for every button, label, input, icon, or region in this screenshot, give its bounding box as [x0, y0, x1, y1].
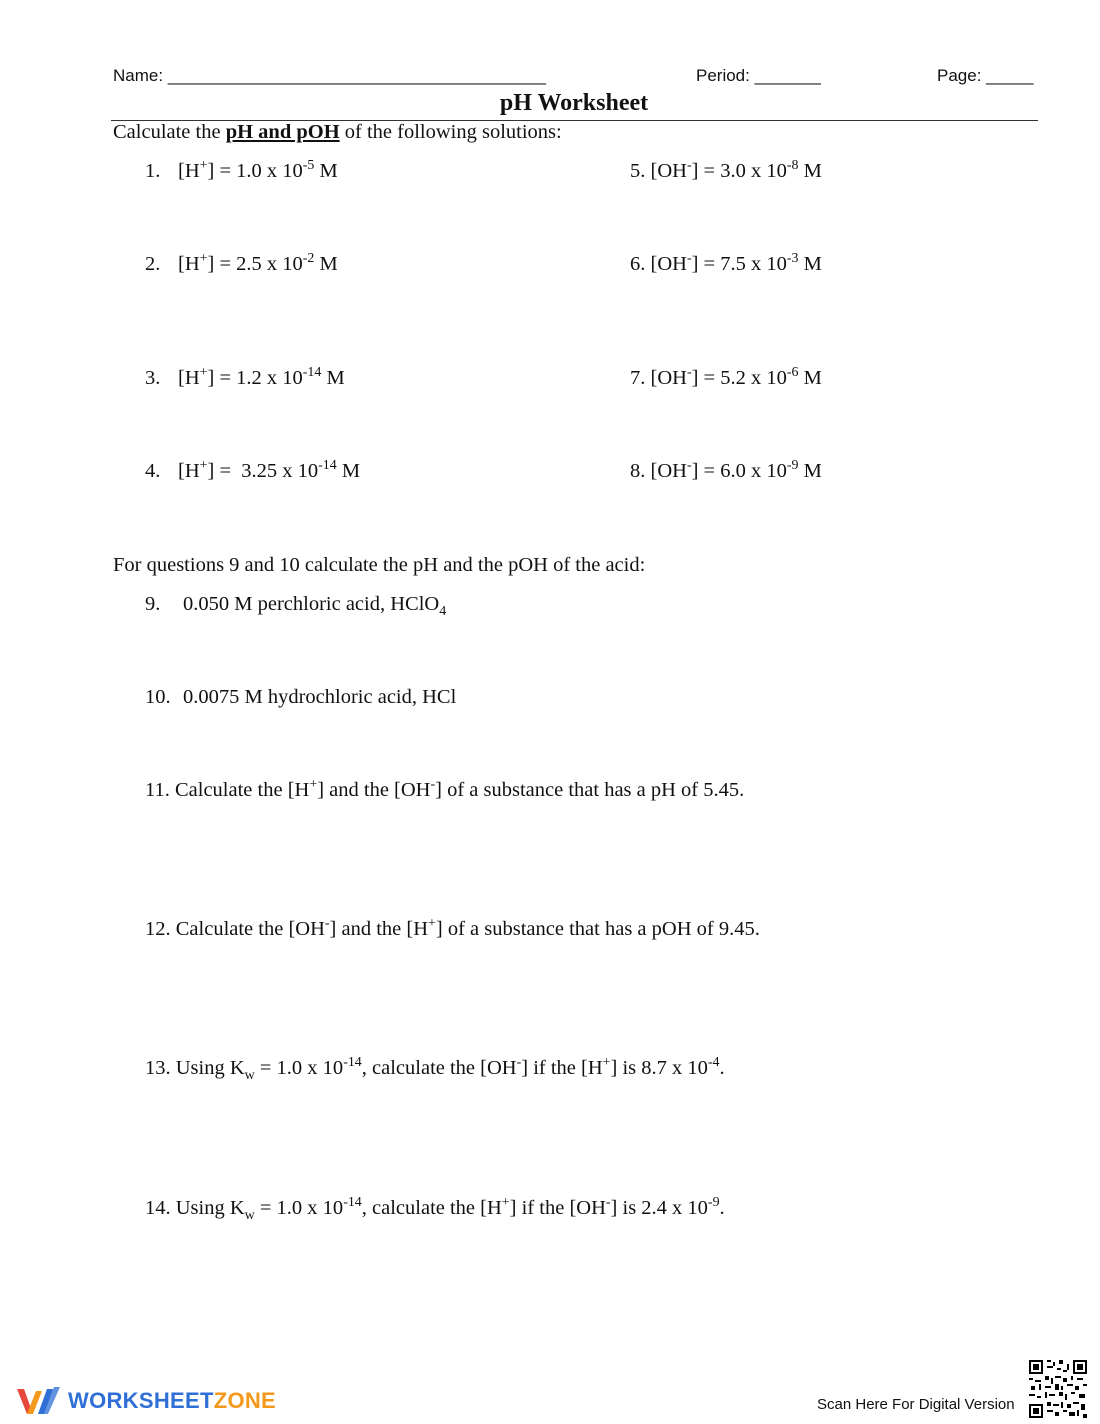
q-text: [H — [178, 253, 200, 275]
section1-intro — [113, 121, 562, 144]
question-number: 2. — [145, 253, 161, 275]
q-text: 14. Using K — [145, 1197, 245, 1219]
exponent: -5 — [302, 158, 315, 174]
unit: M — [798, 253, 822, 275]
question-number: 4. — [145, 460, 161, 482]
question-8 — [630, 460, 822, 483]
ion-charge: + — [199, 458, 208, 474]
name-blank: ________________________________________ — [167, 66, 546, 85]
q-text: 5. [OH — [630, 160, 687, 182]
ion-charge: + — [602, 1055, 611, 1071]
q-text: 6. [OH — [630, 253, 687, 275]
intro-text-before: Calculate the — [113, 121, 226, 143]
ion-charge: - — [605, 1195, 611, 1211]
q-text: 7. [OH — [630, 367, 687, 389]
exponent: -14 — [318, 458, 337, 474]
logo-w-icon — [14, 1383, 64, 1419]
question-6 — [630, 253, 822, 276]
q-text: ] = 7.5 x 10 — [691, 253, 787, 275]
q-text: ] = 1.2 x 10 — [207, 367, 303, 389]
unit: M — [798, 367, 822, 389]
q-text: = 1.0 x 10 — [254, 1057, 344, 1079]
subscript: w — [244, 1068, 255, 1084]
ion-charge: - — [516, 1055, 522, 1071]
q-text: ] = 2.5 x 10 — [207, 253, 303, 275]
q-text: 13. Using K — [145, 1057, 245, 1079]
subscript: 4 — [439, 604, 447, 620]
page-field — [937, 66, 1033, 86]
exponent: -2 — [302, 251, 315, 267]
exponent: -3 — [786, 251, 799, 267]
page-title: pH Worksheet — [499, 90, 649, 116]
question-14 — [145, 1195, 725, 1224]
ion-charge: + — [428, 916, 436, 932]
unit: M — [321, 367, 345, 389]
name-field — [113, 66, 546, 86]
q-text: 11. Calculate the [H — [145, 779, 310, 801]
period-label: Period: — [696, 66, 750, 85]
q-text: ] if the [OH — [509, 1197, 606, 1219]
q-text: ] = 3.25 x 10 — [207, 460, 319, 482]
logo-text-worksheet: WORKSHEET — [68, 1388, 214, 1413]
ion-charge: - — [430, 777, 436, 793]
q-text: ] = 5.2 x 10 — [691, 367, 787, 389]
page-blank: _____ — [986, 66, 1034, 85]
q-text: ] if the [H — [521, 1057, 603, 1079]
question-5 — [630, 160, 822, 183]
ion-charge: - — [686, 251, 692, 267]
exponent: -14 — [343, 1195, 362, 1211]
exponent: -9 — [786, 458, 799, 474]
q-text: ] = 3.0 x 10 — [691, 160, 787, 182]
page-label: Page: — [937, 66, 982, 85]
ion-charge: + — [199, 365, 208, 381]
q-text: ] and the [OH — [317, 779, 431, 801]
intro-text-after: of the following solutions: — [339, 121, 562, 143]
ion-charge: - — [324, 916, 330, 932]
question-7 — [630, 367, 822, 390]
q-text: ] and the [H — [329, 918, 429, 940]
exponent: -9 — [707, 1195, 720, 1211]
section2-intro: For questions 9 and 10 calculate the pH and the pOH of the acid: — [113, 554, 646, 576]
q-text: ] = 6.0 x 10 — [691, 460, 787, 482]
question-11 — [145, 779, 744, 802]
question-13 — [145, 1055, 725, 1084]
q-text: ] of a substance that has a pOH of 9.45. — [435, 918, 760, 940]
question-1 — [145, 160, 338, 183]
ion-charge: - — [686, 158, 692, 174]
q-text: 12. Calculate the [OH — [145, 918, 325, 940]
q-text: 8. [OH — [630, 460, 687, 482]
question-3 — [145, 367, 345, 390]
q-text: . — [719, 1197, 725, 1219]
q-text: ] is 8.7 x 10 — [610, 1057, 708, 1079]
exponent: -14 — [343, 1055, 362, 1071]
unit: M — [798, 160, 822, 182]
qr-code-icon[interactable] — [1029, 1360, 1087, 1418]
ion-charge: + — [501, 1195, 510, 1211]
question-10 — [145, 686, 456, 709]
ion-charge: + — [199, 158, 208, 174]
unit: M — [336, 460, 361, 482]
ion-charge: + — [199, 251, 208, 267]
q-text: [H — [178, 160, 200, 182]
exponent: -8 — [786, 158, 799, 174]
q-text: ] = 1.0 x 10 — [207, 160, 303, 182]
exponent: -4 — [707, 1055, 720, 1071]
question-number: 9. — [145, 593, 161, 615]
q-text: [H — [178, 367, 200, 389]
exponent: -14 — [302, 365, 322, 381]
period-field — [696, 66, 821, 86]
unit: M — [314, 160, 338, 182]
unit: M — [798, 460, 822, 482]
ion-charge: + — [309, 777, 318, 793]
ion-charge: - — [686, 365, 692, 381]
q-text: 0.0075 M hydrochloric acid, HCl — [183, 686, 457, 708]
logo-text-zone: ZONE — [213, 1388, 277, 1413]
q-text: , calculate the [OH — [361, 1057, 517, 1079]
unit: M — [314, 253, 338, 275]
q-text: ] of a substance that has a pH of 5.45. — [435, 779, 745, 801]
scan-caption: Scan Here For Digital Version — [817, 1396, 1015, 1413]
logo-wordmark — [68, 1388, 276, 1414]
question-number: 3. — [145, 367, 161, 389]
question-number: 1. — [145, 160, 161, 182]
ion-charge: - — [686, 458, 692, 474]
q-text: [H — [178, 460, 200, 482]
q-text: 0.050 M perchloric acid, HClO — [183, 593, 440, 615]
q-text: , calculate the [H — [361, 1197, 502, 1219]
question-4 — [145, 460, 360, 483]
question-2 — [145, 253, 338, 276]
question-9 — [145, 593, 447, 620]
period-blank: _______ — [754, 66, 821, 85]
subscript: w — [244, 1208, 255, 1224]
question-12 — [145, 918, 760, 941]
name-label: Name: — [113, 66, 164, 85]
q-text: ] is 2.4 x 10 — [610, 1197, 708, 1219]
intro-bold-text: pH and pOH — [225, 121, 340, 143]
question-number: 10. — [145, 686, 171, 708]
exponent: -6 — [786, 365, 799, 381]
q-text: = 1.0 x 10 — [254, 1197, 344, 1219]
q-text: . — [719, 1057, 725, 1079]
